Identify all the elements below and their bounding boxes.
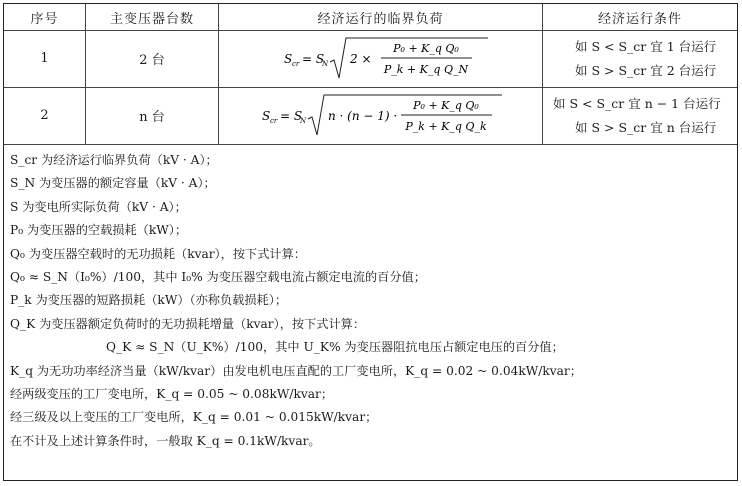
formula-numerator: P₀ + K_q Q₀ [392, 41, 459, 55]
critical-load-formula [219, 87, 543, 144]
header-operating-condition: 经济运行条件 [597, 11, 682, 27]
note-line: S_N 为变压器的额定容量（kV · A）； [10, 176, 216, 191]
note-line: Q_K 为变压器额定负荷时的无功损耗增量（kvar），按下式计算： [10, 316, 366, 331]
formula-eq: = S [279, 108, 302, 123]
note-line: P₀ 为变压器的空载损耗（kW）； [10, 223, 188, 238]
formula-lhs: S [283, 51, 292, 66]
row-index: 1 [4, 30, 86, 87]
formula-denominator: P_k + K_q Q_k [404, 119, 487, 133]
economic-operation-table [3, 3, 738, 481]
formula-lhs: S [261, 108, 270, 123]
operating-condition [543, 30, 737, 87]
note-line: 经两级变压的工厂变电所，K_q = 0.05 ~ 0.08kW/kvar； [10, 387, 334, 402]
formula-eq-sub: N [321, 59, 328, 68]
header-index: 序号 [4, 4, 86, 30]
table-row [4, 87, 737, 145]
critical-load-formula [219, 30, 543, 87]
header-critical-load: 经济运行的临界负荷 [219, 4, 543, 30]
note-line: S_cr 为经济运行临界负荷（kV · A）； [10, 153, 218, 167]
notes-section [4, 144, 737, 480]
header-row [4, 4, 737, 31]
formula-prefix: n · (n − 1) · [327, 108, 397, 123]
row-count: 2 台 [86, 30, 219, 87]
row-index: 2 [4, 87, 86, 144]
note-line: S 为变电所实际负荷（kV · A）； [10, 199, 187, 214]
note-line: K_q 为无功功率经济当量（kW/kvar）由发电机电压直配的工厂变电所，K_q = 0.02 ~ 0.04kW/kvar； [10, 363, 582, 378]
formula-prefix: 2 × [349, 51, 372, 66]
formula-denominator: P_k + K_q Q_N [383, 62, 468, 76]
formula-lhs-sub: cr [269, 116, 277, 125]
note-line: Q₀ 为变压器空载时的无功损耗（kvar），按下式计算： [10, 246, 306, 261]
condition-line: 如 S > S_cr 宜 2 台运行 [575, 62, 717, 78]
table-row [4, 30, 737, 88]
operating-condition [543, 87, 737, 144]
condition-line: 如 S < S_cr 宜 1 台运行 [575, 38, 717, 54]
note-line: P_k 为变压器的短路损耗（kW）（亦称负载损耗）； [10, 293, 288, 308]
formula-n-units [256, 89, 506, 143]
header-transformer-count: 主变压器台数 [86, 4, 219, 30]
formula-eq-sub: N [299, 116, 306, 125]
formula-eq: = S [301, 51, 324, 66]
note-line: 在不计及上述计算条件时，一般取 K_q = 0.1kW/kvar。 [10, 433, 321, 448]
formula-numerator: P₀ + K_q Q₀ [412, 98, 479, 112]
condition-line: 如 S < S_cr 宜 n − 1 台运行 [553, 95, 721, 111]
row-count: n 台 [86, 87, 219, 144]
note-line: Q₀ ≈ S_N（I₀%）/100，其中 I₀% 为变压器空载电流占额定电流的百分值； [10, 270, 426, 285]
formula-2-units [266, 32, 496, 86]
formula-lhs-sub: cr [291, 59, 299, 68]
note-line: Q_K ≈ S_N（U_K%）/100，其中 U_K% 为变压器阻抗电压占额定电压的百分值； [106, 340, 564, 355]
condition-line: 如 S > S_cr 宜 n 台运行 [575, 119, 717, 135]
note-line: 经三级及以上变压的工厂变电所，K_q = 0.01 ~ 0.015kW/kvar； [10, 410, 378, 425]
